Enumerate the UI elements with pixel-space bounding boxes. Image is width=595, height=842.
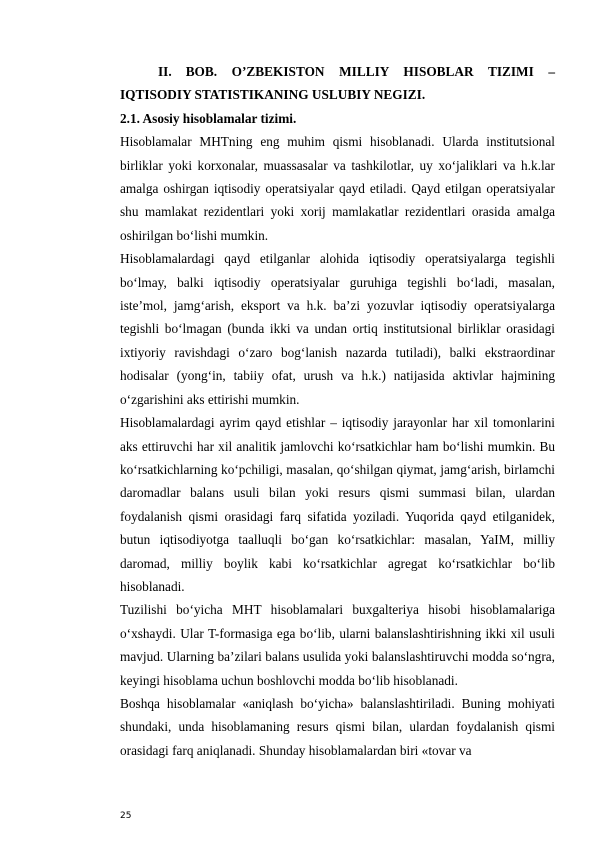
chapter-heading: [120, 60, 555, 107]
page-number: 25: [120, 811, 132, 821]
chapter-number: II.: [158, 64, 172, 79]
chapter-title-part-1: BOB. O’ZBEKISTON MILLIY HISOBLAR TIZIMI –: [185, 64, 555, 79]
chapter-heading-line-1: [120, 60, 555, 83]
section-heading: 2.1. Asosiy hisoblamalar tizimi.: [120, 110, 297, 126]
page-content: [120, 60, 555, 762]
chapter-heading-line-2: IQTISODIY STATISTIKANING USLUBIY NEGIZI.: [120, 87, 426, 103]
paragraph-4: Tuzilishi bo‘yicha MHT hisoblamalari buxgalteriya hisobi hisoblamalariga o‘xshaydi. Ular T-formasiga ega bo‘lib, ularni balanslashtirishning ikki xil usuli mavjud. Ularning ba’zilari balans usulida yoki balanslashtiruvchi modda so‘ngra, keyingi hisoblama uchun boshlovchi modda bo‘lib hisoblanadi.: [120, 602, 555, 688]
paragraph-3: Hisoblamalardagi ayrim qayd etishlar – iqtisodiy jarayonlar har xil tomonlarini aks ettiruvchi har xil analitik jamlovchi ko‘rsatkichlar ham bo‘lishi mumkin. Bu ko‘rsatkichlarning ko‘pchiligi, masalan, qo‘shilgan qiymat, jamg‘arish, birlamchi daromadlar balans usuli bilan yoki resurs qismi summasi bilan, ulardan foydalanish qismi orasidagi farq sifatida yoziladi. Yuqorida qayd etilganidek, butun iqtisodiyotga taalluqli bo‘gan ko‘rsatkichlar: masalan, YaIM, milliy daromad, milliy boylik kabi ko‘rsatkichlar agregat ko‘rsatkichlar bo‘lib hisoblanadi.: [120, 415, 555, 594]
paragraph-1: Hisoblamalar MHTning eng muhim qismi hisoblanadi. Ularda institutsional birliklar yoki korxonalar, muassasalar va tashkilotlar, uy xo‘jaliklari va h.k.lar amalga oshirgan iqtisodiy operatsiyalar qayd etiladi. Qayd etilgan operatsiyalar shu mamlakat rezidentlari yoki xorij mamlakatlar rezidentlari orasida amalga oshirilgan bo‘lishi mumkin.: [120, 134, 555, 243]
paragraph-2: Hisoblamalardagi qayd etilganlar alohida iqtisodiy operatsiyalarga tegishli bo‘lmay, balki iqtisodiy operatsiyalar guruhiga tegishli bo‘ladi, masalan, iste’mol, jamg‘arish, eksport va h.k. ba’zi yozuvlar iqtisodiy operatsiyalarga tegishli bo‘lmagan (bunda ikki va undan ortiq institutsional birliklar orasidagi ixtiyoriy ravishdagi o‘zaro bog‘lanish nazarda tutiladi), balki ekstraordinar hodisalar (yong‘in, tabiiy ofat, urush va h.k.) natijasida aktivlar hajmining o‘zgarishini aks ettirishi mumkin.: [120, 251, 555, 407]
paragraph-5: Boshqa hisoblamalar «aniqlash bo‘yicha» balanslashtiriladi. Buning mohiyati shundaki, unda hisoblamaning resurs qismi bilan, ulardan foydalanish qismi orasidagi farq aniqlanadi. Shunday hisoblamalardan biri «tovar va: [120, 695, 555, 758]
